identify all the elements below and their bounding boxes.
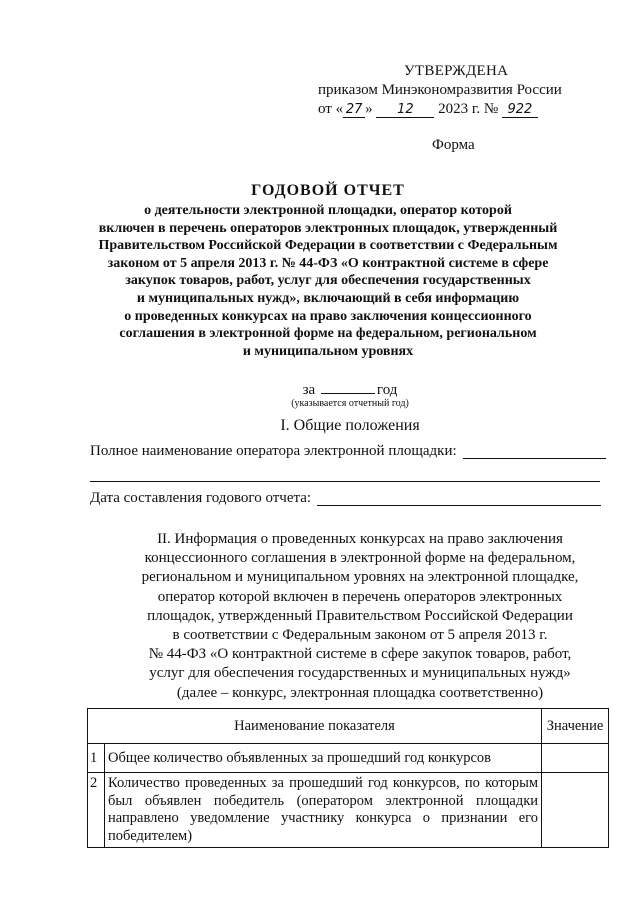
header-indicator: Наименование показателя: [88, 709, 542, 744]
report-heading: [60, 182, 596, 360]
subtitle-line: и муниципальных нужд», включающий в себя информацию: [136, 290, 520, 306]
section-1-title: I. Общие положения: [280, 417, 420, 434]
report-date-label: Дата составления годового отчета:: [90, 490, 312, 506]
table-header-row: [88, 709, 609, 744]
handwritten-month: 12: [376, 102, 434, 118]
handwritten-day: 27: [343, 102, 365, 118]
operator-name-field[interactable]: [463, 442, 606, 459]
section-2-line: региональном и муниципальном уровнях на электронной площадке,: [141, 569, 579, 586]
row-number: 1: [88, 744, 105, 773]
row-value-cell[interactable]: [542, 773, 609, 848]
approval-date-line: [318, 100, 618, 119]
handwritten-number: 922: [502, 102, 538, 118]
report-title: ГОДОВОЙ ОТЧЕТ: [251, 182, 405, 199]
report-date-field[interactable]: [317, 489, 601, 506]
year-note: (указывается отчетный год): [291, 398, 409, 409]
subtitle-line: о деятельности электронной площадки, оператор которой: [144, 203, 512, 218]
approval-block: [318, 62, 618, 119]
subtitle-line: о проведенных конкурсах на право заключения концессионного: [124, 308, 532, 324]
row-value-cell[interactable]: [542, 744, 609, 773]
row-indicator: Общее количество объявленных за прошедший год конкурсов: [105, 744, 542, 773]
subtitle-line: законом от 5 апреля 2013 г. № 44-ФЗ «О контрактной системе в сфере: [107, 255, 549, 271]
year-blank-field[interactable]: [321, 379, 375, 394]
subtitle-line: соглашения в электронной форме на федеральном, региональном: [119, 326, 537, 342]
table-row: [88, 744, 609, 773]
section-2-line: № 44-ФЗ «О контрактной системе в сфере закупок товаров, работ,: [148, 646, 572, 663]
section-2-line: оператор которой включен в перечень операторов электронных: [157, 588, 563, 605]
subtitle-line: и муниципальном уровнях: [242, 343, 414, 359]
section-2-line: II. Информация о проведенных конкурсах на право заключения: [157, 531, 563, 547]
operator-name-field-continuation[interactable]: [90, 466, 600, 482]
table-row: [88, 773, 609, 848]
date-year: 2023 г. №: [438, 101, 499, 117]
report-subtitle: [60, 202, 596, 360]
form-label: Форма: [432, 137, 475, 153]
operator-name-label: Полное наименование оператора электронной площадки:: [90, 443, 457, 459]
subtitle-line: закупок товаров, работ, услуг для обеспечения государственных: [125, 273, 531, 289]
section-2-title: [130, 530, 590, 703]
row-number: 2: [88, 773, 105, 848]
date-prefix: от «: [318, 101, 344, 117]
indicators-table: [87, 708, 609, 848]
subtitle-line: Правительством Российской Федерации в соответствии с Федеральным: [98, 238, 558, 254]
reporting-year-line: [60, 379, 640, 399]
year-prefix: за: [302, 382, 316, 398]
section-2-line: концессионного соглашения в электронной форме на федеральном,: [144, 550, 576, 567]
section-2-line: (далее – конкурс, электронная площадка соответственно): [176, 684, 544, 701]
section-2-line: в соответствии с Федеральным законом от 5 апреля 2013 г.: [172, 627, 548, 644]
section-2-line: услуг для обеспечения государственных и муниципальных нужд»: [149, 665, 571, 682]
date-mid: »: [365, 101, 373, 117]
subtitle-line: включен в перечень операторов электронных площадок, утвержденный: [98, 220, 558, 236]
approval-title: УТВЕРЖДЕНА: [404, 63, 509, 79]
row-indicator: Количество проведенных за прошедший год конкурсов, по которым был объявлен победитель (оператором электронной площадки направлено уведомление участнику конкурса о признании его победителем): [105, 773, 542, 848]
year-suffix: год: [376, 382, 398, 398]
header-value: Значение: [542, 709, 609, 744]
approval-order-line: приказом Минэкономразвития России: [318, 82, 562, 98]
section-2-line: площадок, утвержденный Правительством Российской Федерации: [147, 607, 573, 624]
